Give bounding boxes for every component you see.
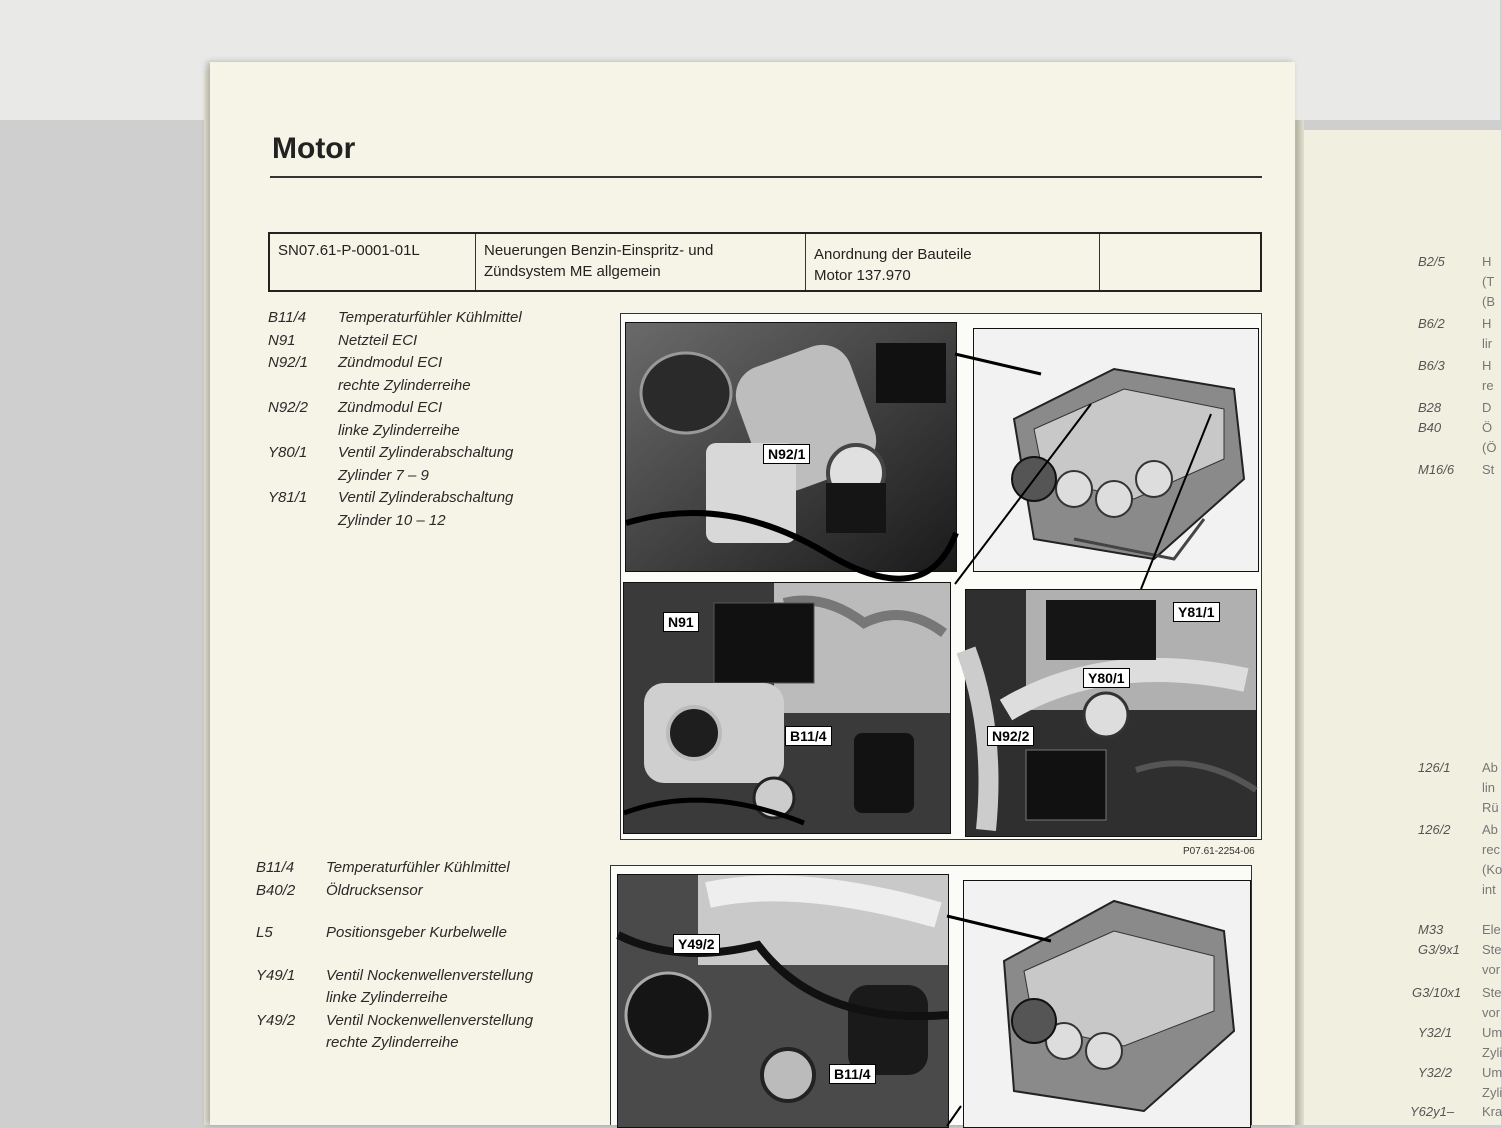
header-code: SN07.61-P-0001-01L [278, 242, 420, 259]
legend-code: B11/4 [268, 309, 307, 326]
right-code: B6/2 [1418, 316, 1445, 331]
header-code-cell [270, 234, 476, 290]
legend-item-cont [256, 1032, 566, 1055]
legend-code: Y49/1 [256, 966, 296, 984]
legend-code: Y80/1 [268, 444, 308, 461]
engine-drawing-art [974, 329, 1258, 571]
right-desc: H [1482, 254, 1492, 269]
legend-desc: Öldrucksensor [326, 881, 423, 899]
legend-desc: Ventil Zylinderabschaltung [338, 489, 514, 506]
legend-code: L5 [256, 924, 273, 941]
legend-item-cont [268, 510, 578, 533]
legend-item [256, 1010, 566, 1033]
right-desc: lin [1482, 780, 1496, 795]
legend-item [256, 880, 566, 903]
legend-desc: Ventil Nockenwellenverstellung [326, 1011, 534, 1029]
legend-top [268, 307, 578, 532]
right-desc: H [1482, 358, 1492, 373]
right-code: M33 [1418, 922, 1444, 937]
legend-code: N91 [268, 331, 296, 349]
callout-b11-4: B11/4 [785, 726, 832, 746]
legend-desc: rechte Zylinderreihe [326, 1034, 459, 1051]
legend-desc: Temperaturfühler Kühlmittel [338, 309, 522, 326]
legend-bottom [256, 857, 566, 1055]
legend-item [268, 330, 578, 353]
right-desc: Um [1482, 1065, 1502, 1080]
legend-item [256, 965, 566, 988]
engine-photo-art [618, 875, 948, 1127]
engine-drawing [963, 880, 1251, 1128]
legend-desc: Zylinder 7 – 9 [338, 466, 429, 484]
right-desc: Ab [1482, 760, 1498, 775]
right-code: G3/10x1 [1412, 985, 1462, 1000]
right-desc: re [1482, 378, 1494, 393]
right-desc: St [1482, 462, 1495, 477]
legend-code: Y81/1 [268, 489, 308, 506]
legend-code: B40/2 [256, 881, 296, 899]
engine-drawing-art [964, 881, 1250, 1127]
right-code: B6/3 [1418, 358, 1445, 373]
legend-code: N92/1 [268, 354, 309, 371]
legend-item [268, 352, 578, 375]
callout-y81-1: Y81/1 [1173, 602, 1220, 622]
legend-item [268, 307, 578, 330]
right-code: 126/2 [1418, 822, 1451, 837]
legend-desc: linke Zylinderreihe [338, 421, 460, 439]
right-code: G3/9x1 [1418, 942, 1460, 957]
engine-drawing [973, 328, 1259, 572]
engine-photo [965, 589, 1257, 837]
right-desc: lir [1482, 336, 1493, 351]
figure-engine-bottom [610, 865, 1252, 1125]
title-rule [270, 176, 1262, 178]
legend-item [256, 857, 566, 880]
right-code: Y62y1– [1410, 1104, 1455, 1119]
legend-desc: Ventil Zylinderabschaltung [338, 444, 514, 461]
legend-desc: linke Zylinderreihe [326, 989, 448, 1006]
right-desc: (B [1482, 294, 1495, 309]
legend-desc: Temperaturfühler Kühlmittel [326, 859, 510, 876]
header-topic-cell [476, 234, 806, 290]
header-section-cell [806, 234, 1100, 290]
right-code: 126/1 [1418, 760, 1451, 775]
right-desc: Rü [1482, 800, 1499, 815]
header-topic-line1: Neuerungen Benzin-Einspritz- und [484, 242, 714, 259]
right-desc: Ö [1482, 420, 1493, 435]
header-section-line1: Anordnung der Bauteile [814, 246, 972, 263]
header-topic-line2: Zündsystem ME allgemein [484, 263, 661, 280]
legend-item [256, 922, 566, 945]
right-desc: Ele [1482, 922, 1501, 937]
legend-code: N92/2 [268, 399, 309, 416]
callout-y49-2: Y49/2 [673, 934, 720, 954]
right-desc: vor [1482, 1005, 1501, 1020]
right-desc: (T [1482, 274, 1495, 289]
legend-code: B11/4 [256, 859, 295, 876]
header-section-line2: Motor 137.970 [814, 267, 911, 284]
right-desc: D [1482, 400, 1492, 415]
legend-desc: Netzteil ECI [338, 331, 418, 349]
callout-b11-4-bottom: B11/4 [829, 1064, 876, 1084]
right-desc: Ste [1482, 942, 1502, 957]
right-code: B40 [1418, 420, 1442, 435]
legend-item [268, 397, 578, 420]
callout-n92-2: N92/2 [987, 726, 1034, 746]
right-desc: (Ö [1482, 440, 1497, 455]
engine-photo [617, 874, 949, 1128]
right-code: M16/6 [1418, 462, 1455, 477]
right-desc: (Ko [1482, 862, 1502, 877]
right-desc: Zyli [1482, 1045, 1502, 1060]
legend-desc: Zündmodul ECI [338, 399, 443, 416]
right-desc: Ab [1482, 822, 1498, 837]
page-title: Motor [272, 132, 356, 165]
right-desc: rec [1482, 842, 1501, 857]
legend-desc: Zylinder 10 – 12 [338, 511, 446, 529]
figure-engine-top [620, 313, 1262, 840]
right-desc: Kra [1482, 1104, 1502, 1119]
legend-item-cont [268, 465, 578, 488]
figure-reference: P07.61-2254-06 [1183, 846, 1255, 857]
right-desc: vor [1482, 962, 1501, 977]
legend-item [268, 487, 578, 510]
right-desc: Um [1482, 1025, 1502, 1040]
legend-item [268, 442, 578, 465]
callout-n91: N91 [663, 612, 699, 632]
callout-n92-1: N92/1 [763, 444, 810, 464]
right-code: Y32/1 [1418, 1025, 1452, 1040]
right-desc: int [1482, 882, 1496, 897]
right-facing-page [1300, 130, 1501, 1125]
right-code: B2/5 [1418, 254, 1445, 269]
legend-item-cont [256, 987, 566, 1010]
legend-desc: Zündmodul ECI [338, 354, 443, 371]
legend-item-cont [268, 375, 578, 398]
right-desc: Zyli [1482, 1085, 1502, 1100]
header-empty-cell [1100, 234, 1260, 290]
right-desc: Ste [1482, 985, 1502, 1000]
right-code: Y32/2 [1418, 1065, 1452, 1080]
header-table [268, 232, 1262, 292]
legend-item-cont [268, 420, 578, 443]
engine-photo-art [966, 590, 1256, 836]
legend-desc: Positionsgeber Kurbelwelle [326, 924, 507, 941]
legend-code: Y49/2 [256, 1011, 296, 1029]
right-code: B28 [1418, 400, 1442, 415]
legend-desc: rechte Zylinderreihe [338, 376, 471, 394]
legend-desc: Ventil Nockenwellenverstellung [326, 966, 534, 984]
callout-y80-1: Y80/1 [1083, 668, 1130, 688]
right-desc: H [1482, 316, 1492, 331]
